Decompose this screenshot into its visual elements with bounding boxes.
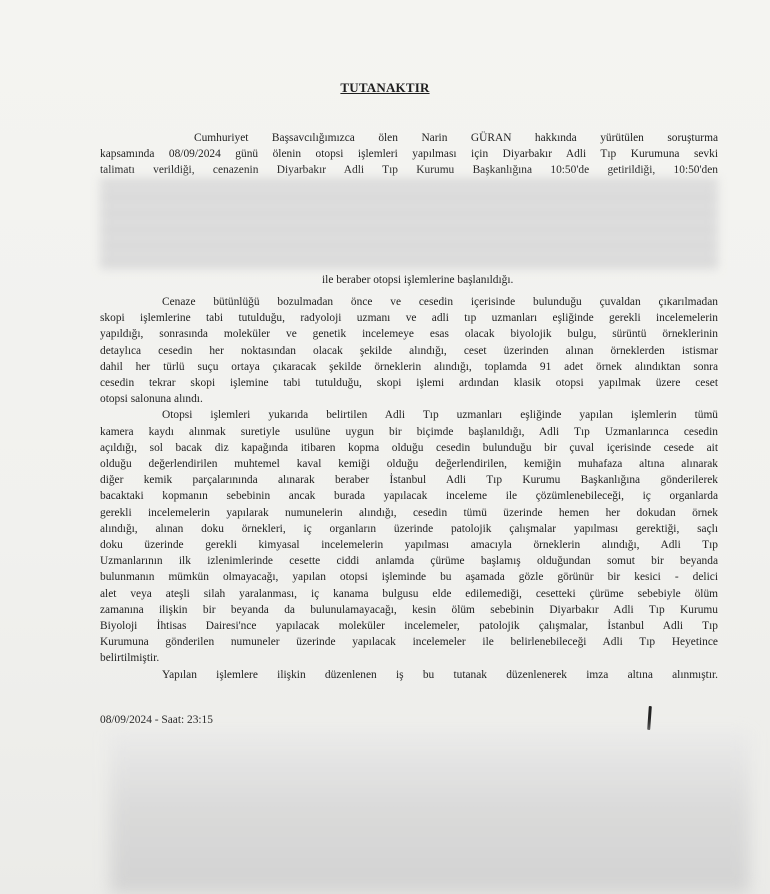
text-line: Biyoloji İhtisas Dairesi'nce yapılacak moleküler incelemeler, patolojik çalışmalar, İstanbul Adli Tıp — [100, 620, 718, 633]
document-title: TUTANAKTIR — [340, 80, 430, 95]
redacted-blur — [100, 178, 718, 270]
text-line: alındığı, alınan doku örnekleri, iç organların üzerinde patolojik çalışmalar yapılması gerektiği, saçlı — [100, 522, 718, 535]
text-line: bacaktaki kopmanın sebebinin ancak burada yapılacak inceleme ile çözümlenebileceği, iç organlarda — [100, 490, 718, 503]
text-line: belirtilmiştir. — [100, 652, 160, 665]
text-line: Otopsi işlemleri yukarıda belirtilen Adli Tıp uzmanları eşliğinde yapılan işlemlerin tümü — [162, 409, 718, 422]
text-line: dahil her türlü suçu ortaya çıkaracak şekilde örneklerin alındığı, toplamda 91 adet örnek alındıktan sonra — [100, 360, 718, 373]
text-line: talimatı verildiği, cenazenin Diyarbakır Adli Tıp Kurumu Başkanlığına 10:50'de getirildiği, 10:50'den — [100, 164, 718, 177]
date-time: 08/09/2024 - Saat: 23:15 — [100, 714, 213, 726]
text-line: olduğu değerlendirilen muhtemel kaval kemiği olduğu değerlendirilen, kemiğin muhafaza altına alınarak — [100, 458, 718, 471]
text-line: doku üzerinde gerekli kimyasal incelemelerin yapılması amacıyla örneklerin alındığı, Adli Tıp — [100, 539, 718, 552]
closing-line: Yapılan işlemlere ilişkin düzenlenen iş bu tutanak düzenlenerek imza altına alınmıştır. — [162, 668, 718, 681]
text-line: otopsi salonuna alındı. — [100, 393, 203, 406]
paragraph-1 — [100, 130, 718, 179]
text-line: cesedin tekrar skopi işlemine tabi tutulduğu, skopi işlemi ardından klasik otopsi yapılmak üzere ceset — [100, 377, 718, 390]
text-line: Cenaze bütünlüğü bozulmadan önce ve cesedin içerisinde bulunduğu çuvaldan çıkarılmadan — [162, 296, 718, 308]
text-line: kapsamında 08/09/2024 günü ölenin otopsi işlemleri yapılması için Diyarbakır Adli Tıp Kurumuna sevki — [100, 148, 718, 161]
text-line: kamera kaydı alınmak suretiyle usulüne uygun bir biçimde başlanıldığı, Adli Tıp Uzmanlarınca cesedin — [100, 425, 718, 438]
text-line: açıldığı, sol bacak diz kapağında itibaren kopma olduğu cesedin bulunduğu bir çuval içerisinde cesede ait — [100, 441, 718, 454]
redacted-signatures-blur — [110, 732, 750, 894]
text-line: bulunmanın mümkün olmayacağı, yapılan otopsi işleminde bu aşamada gözle görünür bir kesici - delici — [100, 571, 718, 584]
text-line: yapıldığı, sonrasında moleküler ve genetik incelemeye esas olacak biyolojik bulgu, sürüntü örneklerinin — [100, 328, 718, 341]
text-line: gerekli incelemelerin yapılarak numunelerin alındığı, cesedin tümü üzerinde hemen her dokudan örnek — [100, 506, 718, 519]
text-line: Cumhuriyet Başsavcılığımızca ölen Narin GÜRAN hakkında yürütülen soruşturma — [194, 132, 718, 144]
text-line: alet veya ateşli silah yaralanması, iç kanama bulgusu elde edilemediği, cesetteki çürüme sebebiyle ölüm — [100, 587, 718, 600]
text-line: diğer kemik parçalarınında alınarak beraber İstanbul Adli Tıp Kurumu Başkanlığına gönderilerek — [100, 474, 718, 487]
text-line: ile beraber otopsi işlemlerine başlanıldığı. — [322, 274, 514, 286]
text-line: zamanına ilişkin bir beyanda da bulunulamayacağı, kesin ölüm sebebinin Diyarbakır Adli Tıp Kurumu — [100, 603, 718, 616]
signature-mark — [647, 706, 652, 730]
text-line: detaylıca cesedin her noktasından olacak şekilde alındığı, ceset üzerinden alınan örneklerden istismar — [100, 344, 718, 357]
text-line: Kurumuna gönderilen numuneler üzerinde yapılacak incelemeler ile belirlenebileceği Adli Tıp Heyetince — [100, 636, 718, 649]
text-line: Uzmanlarının ilk izlenimlerinde cesette ciddi anlamda çürüme başlamış olduğundan somut bir beyanda — [100, 555, 718, 568]
paragraph-2-3 — [100, 294, 718, 683]
text-line: skopi işlemlerine tabi tutulduğu, radyoloji uzmanı ve adli tıp uzmanları eşliğinde gerekli incelemelerin — [100, 312, 718, 325]
